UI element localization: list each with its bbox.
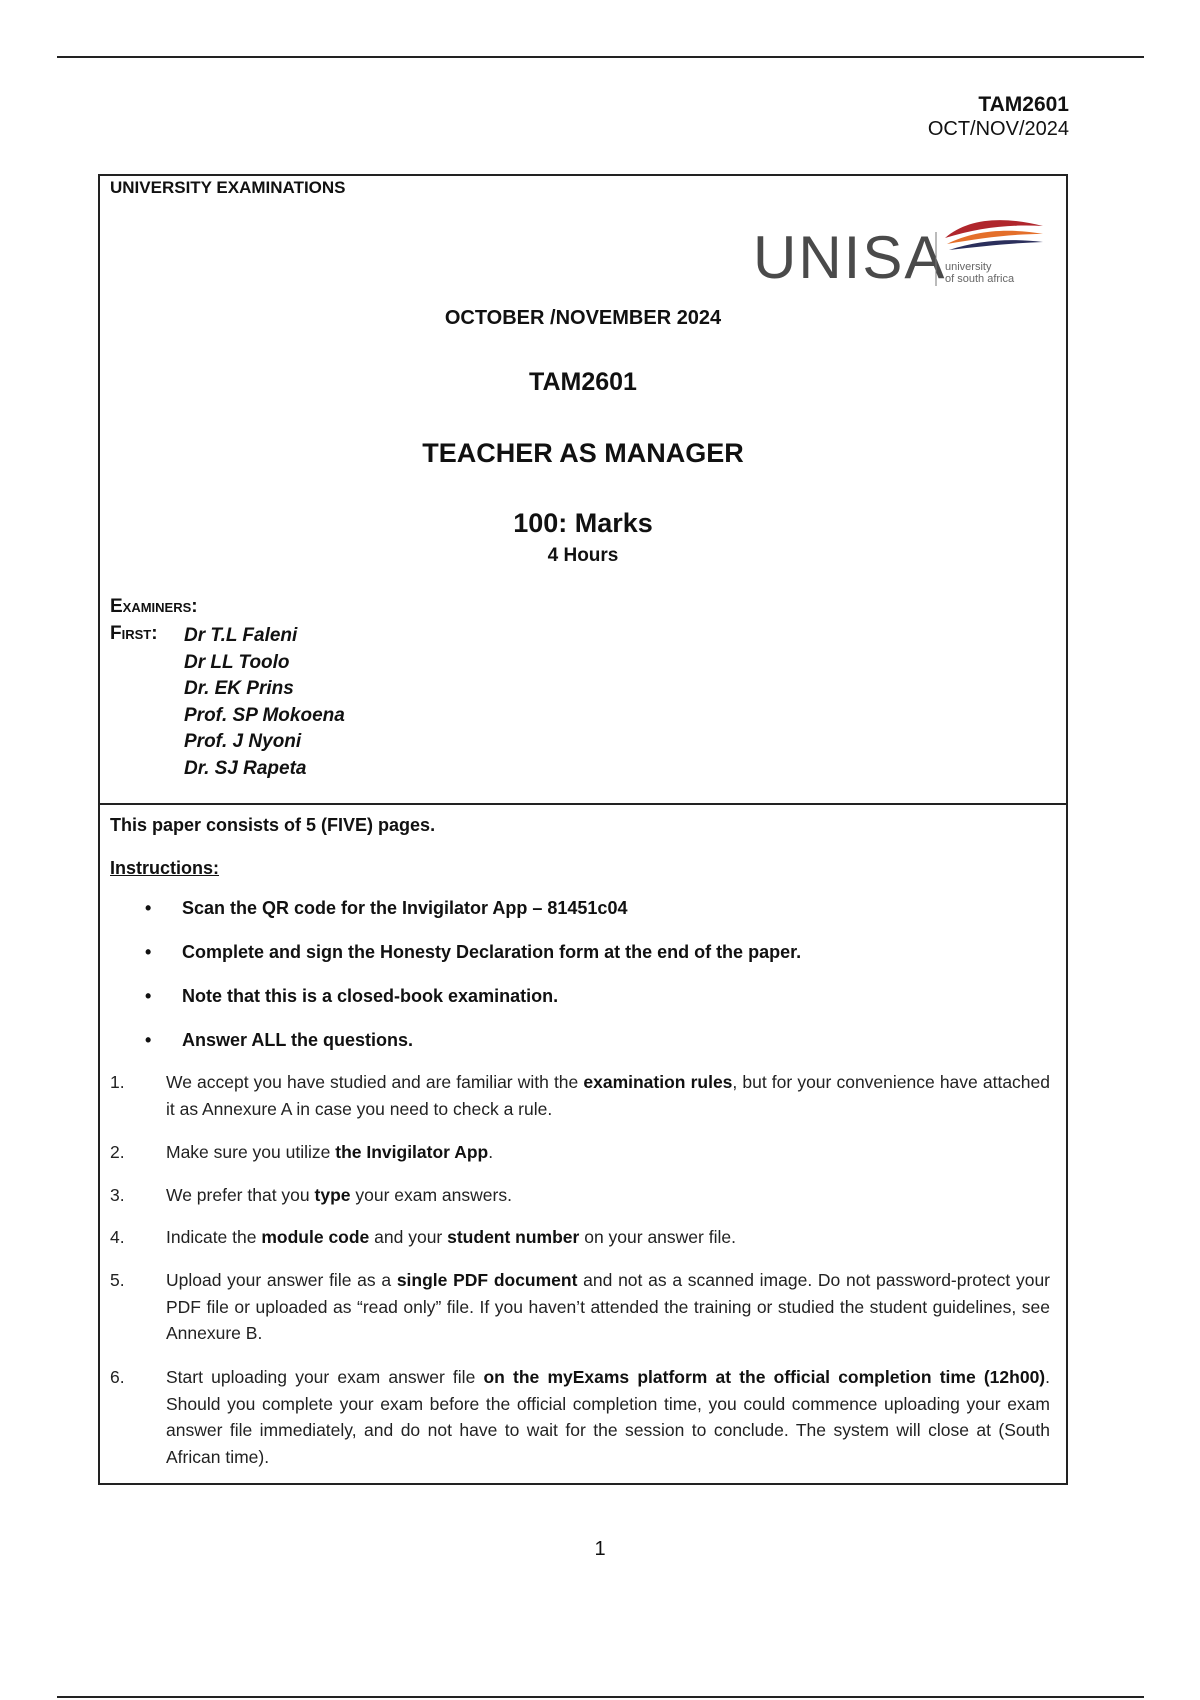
numbered-item xyxy=(110,1139,1050,1166)
examiner-name: Prof. SP Mokoena xyxy=(184,704,345,726)
numbered-item xyxy=(110,1069,1050,1122)
exam-period: OCTOBER /NOVEMBER 2024 xyxy=(444,307,722,329)
bullet-item xyxy=(145,1030,801,1074)
examiner-name: Dr. SJ Rapeta xyxy=(184,757,307,779)
logo-tagline-1: university xyxy=(945,261,992,273)
numbered-item xyxy=(110,1267,1050,1347)
logo-swoosh-navy xyxy=(949,240,1043,250)
item-text: We accept you have studied and are familiar with the examination rules, but for your convenience have attached it as Annexure A in case you need to check a rule. xyxy=(166,1072,1050,1119)
unisa-wordmark: UNISA xyxy=(753,224,947,290)
instructions-title: Instructions xyxy=(110,858,214,878)
instructions-box xyxy=(98,803,1068,1485)
module-code-title: TAM2601 xyxy=(529,368,637,396)
item-number: 6. xyxy=(110,1367,125,1387)
exam-duration: 4 Hours xyxy=(547,545,619,566)
bottom-rule xyxy=(57,1696,1144,1698)
instruction-bullets xyxy=(145,898,801,1074)
item-number: 1. xyxy=(110,1072,125,1092)
unisa-logo xyxy=(753,210,1053,290)
bullet-item xyxy=(145,986,801,1030)
first-examiners-label: First: xyxy=(110,623,158,644)
bullet-icon: • xyxy=(145,986,152,1006)
examiner-name: Dr T.L Faleni xyxy=(184,625,298,646)
item-text: We prefer that you type your exam answers. xyxy=(166,1185,512,1205)
bullet-icon: • xyxy=(145,942,152,962)
pages-note: This paper consists of 5 (FIVE) pages. xyxy=(110,815,436,835)
header-module-code: TAM2601 xyxy=(978,93,1069,116)
bullet-text: Scan the QR code for the Invigilator App – 81451c04 xyxy=(182,898,628,918)
total-marks: 100: Marks xyxy=(513,508,653,538)
page-number: 1 xyxy=(594,1538,606,1560)
bullet-icon: • xyxy=(145,1030,152,1050)
bullet-item xyxy=(145,942,801,986)
examiners-label: Examiners: xyxy=(110,596,198,617)
logo-tagline-2: of south africa xyxy=(945,273,1015,285)
item-number: 4. xyxy=(110,1227,125,1247)
item-number: 3. xyxy=(110,1185,125,1205)
bullet-text: Note that this is a closed-book examination. xyxy=(182,986,559,1006)
examiner-name: Dr. EK Prins xyxy=(184,678,294,700)
header-session: OCT/NOV/2024 xyxy=(927,118,1069,140)
page-header xyxy=(928,92,1069,142)
item-number: 5. xyxy=(110,1270,125,1290)
examiner-name: Dr LL Toolo xyxy=(184,651,290,673)
bullet-text: Answer ALL the questions. xyxy=(182,1030,414,1050)
item-text: Start uploading your exam answer file on the myExams platform at the official completion time (12h00). Should you complete your exam before the official completion time, you could commence uploading your exam answer file immediately, and do not have to wait for the session to conclude. The system will close at (South African time). xyxy=(166,1367,1051,1467)
item-number: 2. xyxy=(110,1142,125,1162)
numbered-item xyxy=(110,1182,1050,1209)
numbered-item xyxy=(110,1224,1050,1251)
examiners-list xyxy=(184,623,345,783)
item-text: Make sure you utilize the Invigilator App. xyxy=(166,1142,494,1162)
module-title: TEACHER AS MANAGER xyxy=(422,438,744,468)
examiner-name: Prof. J Nyoni xyxy=(184,731,302,753)
cover-box xyxy=(98,174,1068,805)
instructions-heading: Instructions: xyxy=(110,858,220,878)
university-examinations-label: UNIVERSITY EXAMINATIONS xyxy=(110,178,346,197)
bullet-text: Complete and sign the Honesty Declaration form at the end of the paper. xyxy=(182,942,802,962)
item-text: Indicate the module code and your student number on your answer file. xyxy=(166,1227,736,1247)
numbered-item xyxy=(110,1364,1050,1470)
top-rule xyxy=(57,56,1144,58)
item-text: Upload your answer file as a single PDF document and not as a scanned image. Do not password-protect your PDF file or uploaded as “read only” file. If you haven’t attended the training or studied the student guidelines, see Annexure B. xyxy=(166,1270,1051,1343)
bullet-icon: • xyxy=(145,898,152,918)
bullet-item xyxy=(145,898,801,942)
